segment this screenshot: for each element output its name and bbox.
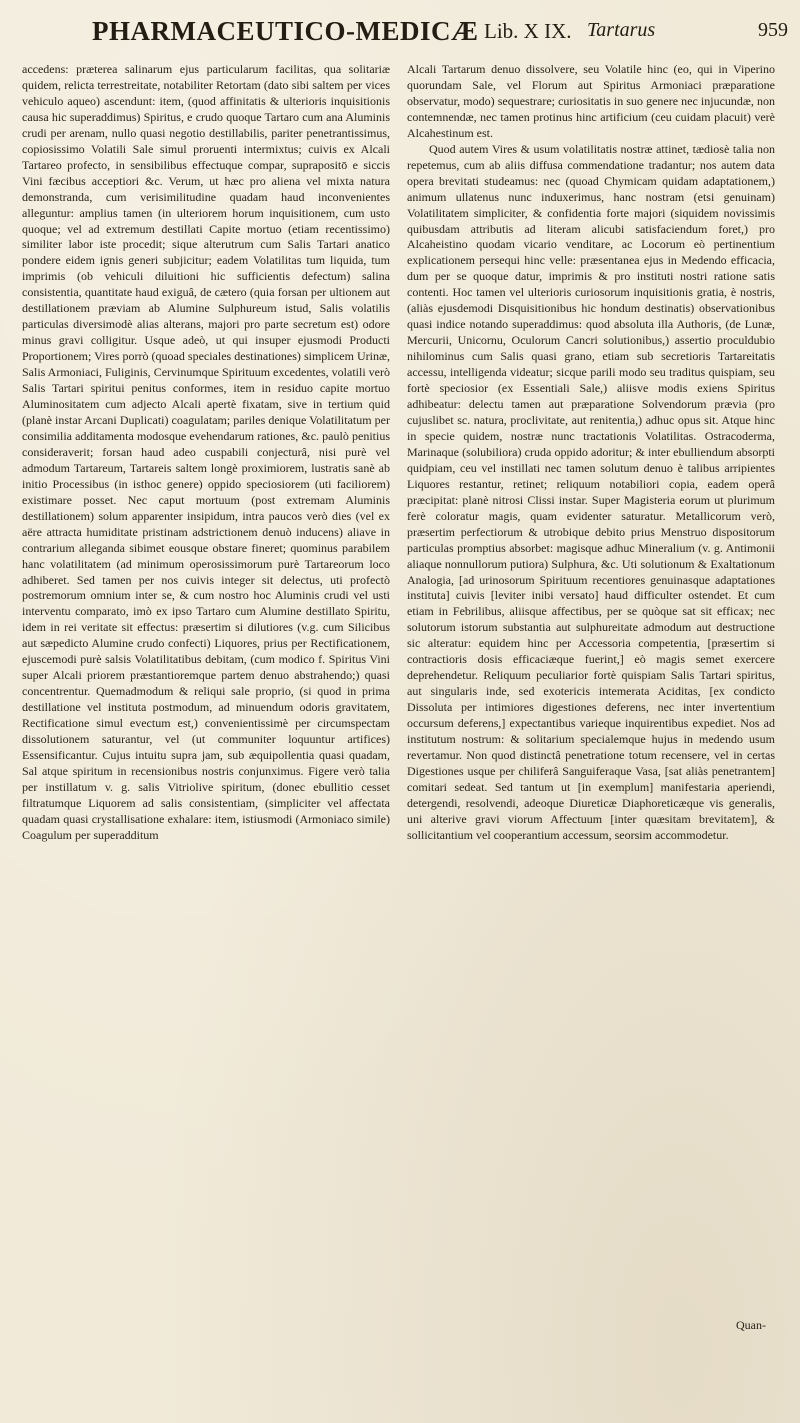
right-column-paragraph-1: Alcali Tartarum denuo dissolvere, seu Volatile hinc (eo, qui in Viperino quorundam Sale, vel Florum aut Spiritus Armoniaci præparatione observatur, modo) sequestrare; curiositatis in suo genere nec injucundæ, non contemnendæ, nec tamen protinus hinc artificium (ceu cuidam placuit) verè Alcahestinum est. [407,62,775,140]
text-columns [22,62,788,1352]
right-column [407,62,775,1352]
book-reference: Lib. X IX. [484,19,572,43]
section-topic: Tartarus [587,19,656,41]
running-title: PHARMACEUTICO-MEDICÆ [92,16,479,46]
page-number: 959 [758,19,788,41]
running-head [22,10,788,54]
right-column-paragraph-2: Quod autem Vires & usum volatilitatis nostræ attinet, tædiosè talia non repetemus, cum ab aliis diffusa commendatione tradantur; nos autem data opera brevitati studeamus: nec (quoad Chymicam quidam adaptationem,) animum ullatenus nunc induxerimus, hanc nostram (etsi genuinam) Volatilitatem simpliciter, & confidentia forte majori (siquidem novissimis quibusdam attributis ad literam alicubi satisfaciendum foret,) pro Alcaheistino quodam vicario venditare, ac Locorum eò pertinentium explicationem persequi hinc velle: præsentanea ejus in Medendo efficacia, dum per se quoque datur, imprimis & pro instituti nostri ratione satis contenti. Hoc tamen vel ulterioris curiosorum inquisitionis gratia, è nostris, (aliàs ejusdemodi Disquisitionibus hic hondum destinatis) observationibus quasi indice notando superaddimus: quod absoluta illa Authoris, (de Lunæ, Mercurii, Unicornu, Oculorum Cancri solutionibus,) assertio proculdubio nihilominus cum Salis quasi grano, etiam sub secretioris Tartareitatis accessu, intelligenda videatur; sicque parili modo seu traditus quispiam, seu fortè speciosior (ex Essentiali Sale,) aliisve modis exiens Spiritus adhibeatur: delectu tamen aut præparatione Solvendorum prævia (pro cujuslibet sc. natura, proclivitate, aut renitentia,) adhuc opus sit. Atque hinc in specie quidem, nostræ nunc tractationis Volatilitas. Ostracoderma, Marinaque (solubiliora) cruda oppido adoritur; & inter ebulliendum absorpti quidpiam, ceu vel instillati nec tamen solutum denuo è talibus arripientes Liquores restantur, retinet; reliquum notabiliori copia, eadem operâ præcipitat: planè nitrosi Clissi instar. Super Magisteria eorum ut plurimum ferè coloratur magis, quam evidenter saturatur. Metallicorum verò, præsertim perfectiorum & utrobique debito prius Menstruo dispositorum particulas promptius absorbet: magisque adhuc Mineralium (v. g. Antimonii aliaque nonnullorum putiora) Sulphura, &c. Uti solutionum & Exaltationum Analogia, [ad urinosorum Spirituum recentiores genuinasque adaptationes instituta] cuivis [leviter inibi versato] haud difficulter ostendet. Et cum etiam in Febrilibus, aliisque affectibus, per se quòque sat sit efficax; nec solutorum istorum substantia aut sulphureitate admodum aut destructione sic alteratur: equidem hinc per Accessoria competentia, [præsertim si contractioris dosis efficaciæque fuerint,] eò magis semet exercere deprehendetur. Reliquum peculiarior fortè quispiam Salis Tartari spiritus, aut singularis inde, sed exotericis intemerata Aciditas, [ex condicto Dissoluta per intimiores digestiones deferens, nec inter invertentium occursum deferens,] expectantibus varieque inquirentibus expediet. Nos ad institutum nostrum: & solitarium specialemque hujus in medendo usum revertamur. Non quod distinctâ penetratione totum recensere, vel in certas Digestiones usque per chiliferâ Sanguiferaque Vasa, [sat aliàs penetrantem] comitari sedeat. Sed tantum ut [in exemplum] manifestaria aperiendi, detergendi, resolvendi, adeoque Diureticæ Diaphoreticæque vis generalis, uni alterive gravi viorum Affectuum [inter quæsitam brevitatem], & sollicitantium vel cooperantium accessum, seorsim accommodetur. [407,141,775,842]
left-column-paragraph: accedens: præterea salinarum ejus particularum facilitas, qua solitariæ quidem, relicta terrestreitate, notabiliter Retortam (dato sibi saltem per vices vehiculo aqueo) ascendunt: item, (quod affinitatis & ulterioris inquisitionis causa hic superaddimus) Spiritus, e crudo quoque Tartaro cum ana Aluminis crudi per arenam, nullo quasi negotio destillabilis, pariter penetrantissimus, copiosissimo Volatili Sale simul proruenti intermixtus; cuivis ex Alcali Tartareo profecto, in sensibilibus effectuque compar, suprapositō e siccis Vini fæcibus acceptiori &c. Verum, ut hæc pro aliena vel mixta natura demonstranda, cum verisimilitudine quadam haud inconvenientes alleguntur: amplius tamen (in ulteriorem horum inquisitionem, cum usto quoque; vel ad extremum destillati Capite mortuo (etiam recentissimo) similiter labor iste procedit; sique alterutrum cum Salis Tartari anatico pondere eidem ignis generi subjicitur; eadem Volatilitas tum liquida, tum imprimis (ob vehiculi diluitioni hic sufficientis defectum) salina consistentia, quantitate haud exiguâ, de cætero (quia forsan per ultionem aut destillationem præviam ab Alumine Sulphureum istud, Salis volatilis particulas diversimodè alias alterans, majori pro parte secretum est) odore minus gravi colligitur. Usque adeò, ut qui insuper ejusmodi Producti Proportionem; Vires porrò (quoad speciales destinationes) simplicem Urinæ, Salis Armoniaci, Fuliginis, Cervinumque Spirituum excedentes, volatili verò Salis Tartari spiritui penitus conformes, item in residuo capite mortuo Aluminositatem cum adjecto Alcali apertè fixatam, sive in tertium quid (planè instar Arcani Duplicati) coagulatam; pariles denique Volatilitatum per consimilia additamenta modosque evehendarum rationes, &c. paulò penitius consideraverit; forsan haud adeo cuspabili conjecturâ, nisi purè vel admodum Tartareum, Tartareis saltem longè proximiorem, lustratis sanè ab initio Processibus (in isthoc genere) oppido speciosiorem (uti faciliorem) existimare posset. Nec caput mortuum (post extremam Aluminis destillationem) solum apparenter insipidum, intra paucos verò dies (vel ex aëre attracta humiditate pristinam adstrictionem denuò inducens) aliave in contrarium alleganda sibimet eousque obstare fineret; quominus parabilem hanc volatilitatem (ad minimum operosissimorum purè Tartareorum loco adhiberet. Sed tamen per nos cuivis integer sit delectus, uti profectò postremorum omnium inter se, & cum nostro hoc Aluminis crudi vel usti interventu comparato, imò ex ipso Tartaro cum Alumine destillato Spiritu, idem in rei veritate sit effectus: præsertim si dilutiores (v.g. cum Silicibus aut sæpedicto Alumine crudo confecti) Liquores, prius per Rectificationem, ejuscemodi purè salsis Volatilitatibus debitam, (cum modico f. Spiritus Vini super Alcali priorem præstantioremque partem denuo abstrahendo;) quasi concentrentur. Quemadmodum & reliqui sale proprio, (si quod in prima destillatione vel instituta postmodum, ad minuendum odoris gravitatem, Rectificatione simul evectum est,) convenientissimè per circumspectam dissolutionem saturantur, vel (ut communiter loquuntur artifices) Essensificantur. Cujus intuitu supra jam, sub æquipollentia quasi quadam, Sal atque spiritum in recensionibus nostris conjunximus. Figere verò talia per instillatum v. g. salis Vitriolive spiritum, (donec ebullitio cesset filtratumque Liquorem ad salis consistentiam, (simpliciter vel affectata quadam quasi crystallisatione exhalare: item, istiusmodi (Armoniaco simile) Coagulum per superadditum [22,62,390,842]
catchword: Quan- [736,1318,766,1332]
left-column [22,62,390,1352]
